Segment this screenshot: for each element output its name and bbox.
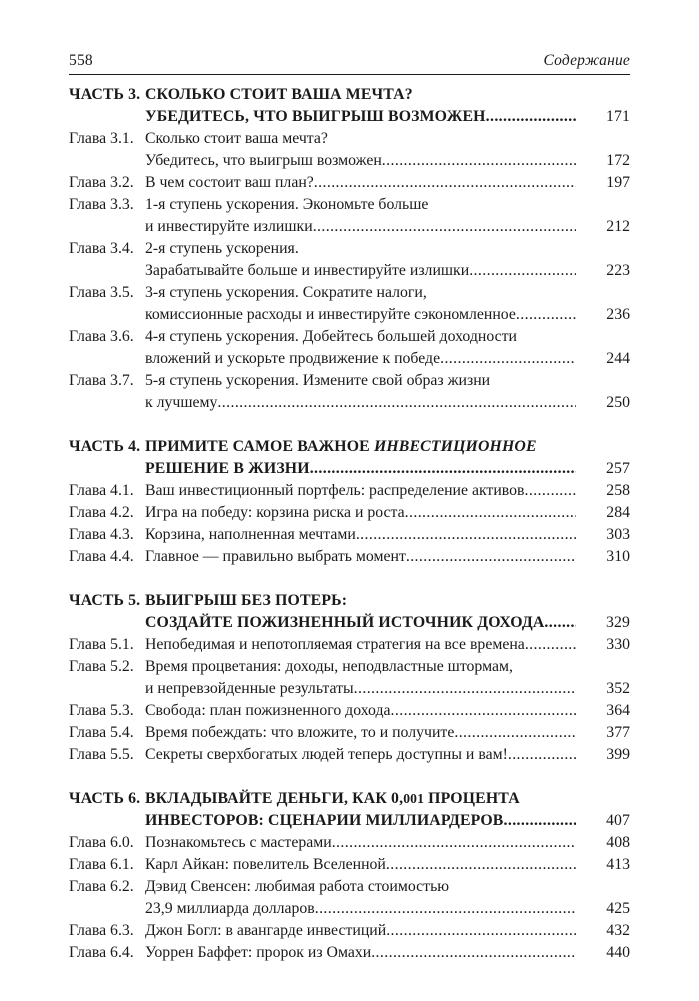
part-heading-line[interactable]	[69, 436, 630, 458]
leader-dots	[391, 700, 576, 722]
toc-entry[interactable]	[69, 876, 630, 898]
toc-entry[interactable]	[69, 700, 630, 722]
chapter-title: Время побеждать: что вложите, то и получите	[145, 724, 455, 741]
chapter-page-number: 303	[606, 526, 630, 543]
chapter-label: Глава 3.6.	[69, 328, 134, 345]
chapter-page-number: 310	[606, 548, 630, 565]
part-heading-line[interactable]	[69, 84, 630, 106]
part-block-3	[69, 84, 630, 414]
part-block-6	[69, 788, 630, 964]
chapter-label: Глава 3.4.	[69, 240, 134, 257]
leader-dots	[386, 854, 576, 876]
chapter-label: Глава 5.4.	[69, 724, 134, 741]
chapter-page-number: 223	[606, 262, 630, 279]
part-title-line2: СОЗДАЙТЕ ПОЖИЗНЕННЫЙ ИСТОЧНИК ДОХОДА	[145, 614, 545, 631]
toc-entry[interactable]	[69, 656, 630, 678]
chapter-title-line2: комиссионные расходы и инвестируйте сэкономленное	[145, 306, 516, 323]
chapter-page-number: 250	[606, 394, 630, 411]
part-label: ЧАСТЬ 4.	[69, 438, 141, 455]
toc-entry[interactable]	[69, 942, 630, 964]
chapter-label: Глава 6.3.	[69, 922, 134, 939]
chapter-title: Время процветания: доходы, неподвластные штормам,	[145, 658, 513, 675]
leader-dots	[525, 480, 577, 502]
part-heading-line[interactable]	[69, 590, 630, 612]
chapter-title: Игра на победу: корзина риска и роста	[145, 504, 405, 521]
chapter-label: Глава 6.1.	[69, 856, 134, 873]
chapter-title: 3-я ступень ускорения. Сократите налоги,	[145, 284, 427, 301]
leader-dots	[371, 942, 576, 964]
chapter-title: Карл Айкан: повелитель Вселенной	[145, 856, 386, 873]
part-block-4	[69, 436, 630, 568]
leader-dots	[315, 898, 576, 920]
chapter-title: 2-я ступень ускорения.	[145, 240, 299, 257]
chapter-page-number: 284	[606, 504, 630, 521]
part-title-line1: СКОЛЬКО СТОИТ ВАША МЕЧТА?	[145, 86, 413, 103]
chapter-label: Глава 6.0.	[69, 834, 134, 851]
toc-entry[interactable]	[69, 634, 630, 656]
part-page-number: 329	[606, 614, 630, 631]
leader-dots	[314, 172, 576, 194]
chapter-label: Глава 6.2.	[69, 878, 134, 895]
part-page-number: 407	[606, 812, 630, 829]
leader-dots	[469, 260, 576, 282]
toc-entry[interactable]	[69, 370, 630, 392]
part-title-line2: УБЕДИТЕСЬ, ЧТО ВЫИГРЫШ ВОЗМОЖЕН	[145, 108, 486, 125]
chapter-page-number: 197	[606, 174, 630, 191]
chapter-page-number: 364	[606, 702, 630, 719]
toc-entry[interactable]	[69, 920, 630, 942]
part-title-emphasis: ИНВЕСТИЦИОННОЕ	[373, 438, 537, 455]
part-title-line1: ПРИМИТЕ САМОЕ ВАЖНОЕ	[145, 438, 374, 455]
toc-entry[interactable]	[69, 326, 630, 348]
leader-dots	[504, 810, 577, 832]
toc-entry-cont[interactable]	[69, 216, 630, 238]
part-heading-line-2[interactable]	[69, 106, 630, 128]
chapter-title: 4-я ступень ускорения. Добейтесь большей доходности	[145, 328, 517, 345]
header-rule	[69, 74, 630, 75]
chapter-title-line2: 23,9 миллиарда долларов	[145, 900, 315, 917]
chapter-label: Глава 4.2.	[69, 504, 134, 521]
chapter-title-line2: Зарабатывайте больше и инвестируйте излишки	[145, 262, 470, 279]
chapter-title: Свобода: план пожизненного дохода	[145, 702, 391, 719]
chapter-label: Глава 4.4.	[69, 548, 134, 565]
chapter-title: Дэвид Свенсен: любимая работа стоимостью	[145, 878, 450, 895]
toc-entry-cont[interactable]	[69, 260, 630, 282]
part-label: ЧАСТЬ 3.	[69, 86, 141, 103]
part-title-line1: ВКЛАДЫВАЙТЕ ДЕНЬГИ, КАК 0,	[145, 790, 404, 807]
chapter-title-line2: Убедитесь, что выигрыш возможен	[145, 152, 382, 169]
chapter-title: Непобедимая и непотопляемая стратегия на все времена	[145, 636, 525, 653]
part-page-number: 171	[606, 108, 630, 125]
part-label: ЧАСТЬ 5.	[69, 592, 141, 609]
toc-entry[interactable]	[69, 128, 630, 150]
leader-dots	[310, 458, 576, 480]
chapter-title: В чем состоит ваш план?	[145, 174, 314, 191]
part-heading-line-2[interactable]	[69, 458, 630, 480]
part-heading-line[interactable]	[69, 788, 630, 810]
leader-dots	[217, 392, 576, 414]
toc-entry[interactable]	[69, 172, 630, 194]
chapter-label: Глава 5.3.	[69, 702, 134, 719]
chapter-label: Глава 4.3.	[69, 526, 134, 543]
chapter-label: Глава 4.1.	[69, 482, 134, 499]
chapter-page-number: 352	[606, 680, 630, 697]
part-heading-line-2[interactable]	[69, 810, 630, 832]
toc-entry[interactable]	[69, 854, 630, 876]
chapter-title: Познакомьтесь с мастерами	[145, 834, 332, 851]
chapter-title: Сколько стоит ваша мечта?	[145, 130, 328, 147]
chapter-title: Уоррен Баффет: пророк из Омахи	[145, 944, 372, 961]
toc-entry-cont[interactable]	[69, 392, 630, 414]
toc-entry[interactable]	[69, 282, 630, 304]
leader-dots	[406, 546, 576, 568]
part-page-number: 257	[606, 460, 630, 477]
chapter-page-number: 440	[606, 944, 630, 961]
toc-entry[interactable]	[69, 238, 630, 260]
part-label: ЧАСТЬ 6.	[69, 790, 141, 807]
leader-dots	[356, 524, 576, 546]
leader-dots	[454, 722, 576, 744]
chapter-title: Секреты сверхбогатых людей теперь доступны и вам!	[145, 746, 508, 763]
part-title-line1-tail: ПРОЦЕНТА	[424, 790, 520, 807]
chapter-page-number: 425	[606, 900, 630, 917]
leader-dots	[313, 216, 576, 238]
chapter-page-number: 399	[606, 746, 630, 763]
chapter-title: 5-я ступень ускорения. Измените свой образ жизни	[145, 372, 491, 389]
leader-dots	[332, 832, 576, 854]
chapter-label: Глава 3.3.	[69, 196, 134, 213]
leader-dots	[486, 106, 576, 128]
chapter-label: Глава 3.2.	[69, 174, 134, 191]
chapter-title: Ваш инвестиционный портфель: распределение активов	[145, 482, 525, 499]
chapter-page-number: 212	[606, 218, 630, 235]
table-of-contents	[69, 84, 630, 964]
chapter-title: Джон Богл: в авангарде инвестиций	[145, 922, 387, 939]
part-title-line2: ИНВЕСТОРОВ: СЦЕНАРИИ МИЛЛИАРДЕРОВ	[145, 812, 504, 829]
chapter-title-line2: и инвестируйте излишки	[145, 218, 313, 235]
toc-entry-cont[interactable]	[69, 304, 630, 326]
leader-dots	[354, 678, 576, 700]
chapter-page-number: 408	[606, 834, 630, 851]
toc-entry-cont[interactable]	[69, 678, 630, 700]
chapter-title: Главное — правильно выбрать момент	[145, 548, 406, 565]
part-title-decimal: 001	[403, 791, 425, 806]
leader-dots	[525, 634, 576, 656]
chapter-page-number: 172	[606, 152, 630, 169]
leader-dots	[386, 920, 576, 942]
chapter-label: Глава 5.2.	[69, 658, 134, 675]
leader-dots	[508, 744, 576, 766]
toc-entry[interactable]	[69, 524, 630, 546]
page-folio: 558	[69, 52, 93, 69]
chapter-title-line2: к лучшему	[145, 394, 218, 411]
chapter-title-line2: вложений и ускорьте продвижение к победе	[145, 350, 441, 367]
chapter-page-number: 244	[606, 350, 630, 367]
chapter-page-number: 258	[606, 482, 630, 499]
part-title-line2: РЕШЕНИЕ В ЖИЗНИ	[145, 460, 310, 477]
toc-entry[interactable]	[69, 832, 630, 854]
chapter-page-number: 377	[606, 724, 630, 741]
running-head-title: Содержание	[543, 52, 630, 69]
chapter-label: Глава 3.1.	[69, 130, 134, 147]
leader-dots	[516, 304, 576, 326]
toc-entry[interactable]	[69, 744, 630, 766]
toc-entry[interactable]	[69, 722, 630, 744]
chapter-label: Глава 3.7.	[69, 372, 134, 389]
chapter-page-number: 330	[606, 636, 630, 653]
leader-dots	[382, 150, 576, 172]
part-title-line1: ВЫИГРЫШ БЕЗ ПОТЕРЬ:	[145, 592, 348, 609]
toc-entry-cont[interactable]	[69, 150, 630, 172]
chapter-page-number: 432	[606, 922, 630, 939]
leader-dots	[405, 502, 576, 524]
toc-entry[interactable]	[69, 502, 630, 524]
toc-entry-cont[interactable]	[69, 348, 630, 370]
chapter-label: Глава 3.5.	[69, 284, 134, 301]
running-head	[69, 52, 630, 74]
chapter-page-number: 413	[606, 856, 630, 873]
leader-dots	[440, 348, 576, 370]
toc-entry[interactable]	[69, 480, 630, 502]
chapter-title: Корзина, наполненная мечтами	[145, 526, 356, 543]
leader-dots	[544, 612, 576, 634]
chapter-label: Глава 5.1.	[69, 636, 134, 653]
chapter-label: Глава 6.4.	[69, 944, 134, 961]
toc-entry[interactable]	[69, 546, 630, 568]
chapter-page-number: 236	[606, 306, 630, 323]
chapter-label: Глава 5.5.	[69, 746, 134, 763]
part-heading-line-2[interactable]	[69, 612, 630, 634]
chapter-title: 1-я ступень ускорения. Экономьте больше	[145, 196, 429, 213]
chapter-title-line2: и непревзойденные результаты	[145, 680, 354, 697]
toc-entry[interactable]	[69, 194, 630, 216]
part-block-5	[69, 590, 630, 766]
toc-entry-cont[interactable]	[69, 898, 630, 920]
